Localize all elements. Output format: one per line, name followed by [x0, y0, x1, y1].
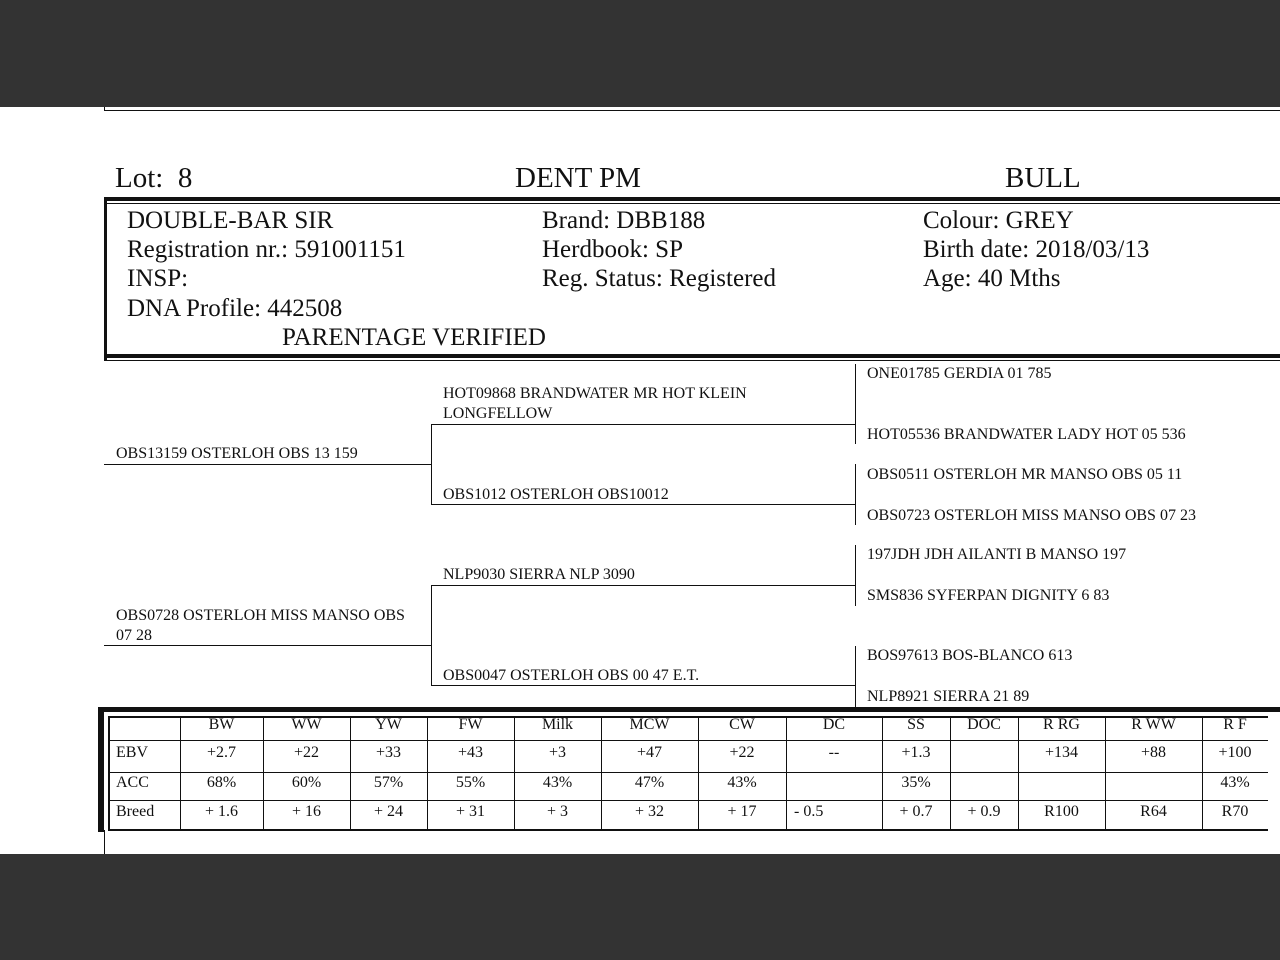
ggp-7: BOS97613 BOS-BLANCO 613 — [867, 647, 1073, 664]
parentage-status: PARENTAGE VERIFIED — [282, 324, 546, 351]
ebv-cell: + 31 — [455, 803, 486, 820]
ebv-cell: 55% — [455, 774, 486, 791]
info-left-border — [104, 197, 107, 360]
ebv-col-header: MCW — [629, 716, 670, 733]
ggp-6: SMS836 SYFERPAN DIGNITY 6 83 — [867, 587, 1110, 604]
colour: Colour: GREY — [923, 207, 1074, 234]
ebv-col-header: BW — [208, 716, 235, 733]
ebv-cell — [786, 772, 882, 800]
ebv-cell: +134 — [1044, 744, 1079, 761]
ebv-col-header: R RG — [1043, 716, 1080, 733]
ebv-cell: 57% — [373, 774, 404, 791]
ggp-2: HOT05536 BRANDWATER LADY HOT 05 536 — [867, 426, 1186, 443]
page-left-border — [104, 830, 105, 854]
ebv-table-top-thick — [98, 707, 1280, 712]
dam-bracket — [431, 585, 432, 686]
ggp-bracket-4 — [855, 646, 856, 707]
ebv-cell: + 32 — [634, 803, 665, 820]
ebv-cell: R100 — [1044, 803, 1079, 820]
ebv-cell — [1105, 772, 1202, 800]
info-rule-thick — [104, 354, 1280, 358]
ebv-cell: +3 — [548, 744, 567, 761]
ebv-cell: + 1.6 — [204, 803, 239, 820]
pedigree-sire-dam: OBS1012 OSTERLOH OBS10012 — [443, 486, 669, 503]
ebv-cell — [1018, 772, 1105, 800]
ebv-col-header: FW — [458, 716, 483, 733]
ebv-cell: +22 — [729, 744, 755, 761]
ebv-cell — [950, 740, 1018, 772]
ebv-cell: R64 — [1140, 803, 1167, 820]
ebv-col-header: CW — [729, 716, 755, 733]
viewer-top-bar — [0, 0, 1280, 107]
ebv-row-label: Breed — [116, 803, 155, 820]
brand: Brand: DBB188 — [542, 207, 706, 234]
previous-section-left-border — [104, 107, 105, 111]
ebv-cell: +43 — [457, 744, 484, 761]
registration-status: Reg. Status: Registered — [542, 265, 776, 292]
ebv-row-label: EBV — [116, 744, 148, 761]
ebv-cell: + 3 — [546, 803, 569, 820]
pedigree-dam-dam: OBS0047 OSTERLOH OBS 00 47 E.T. — [443, 667, 700, 684]
ggp-4: OBS0723 OSTERLOH MISS MANSO OBS 07 23 — [867, 507, 1196, 524]
ebv-cell: +22 — [293, 744, 320, 761]
ebv-cell — [950, 772, 1018, 800]
ebv-cell: 43% — [542, 774, 573, 791]
ggp-8: NLP8921 SIERRA 21 89 — [867, 688, 1030, 705]
birth-date: Birth date: 2018/03/13 — [923, 236, 1150, 263]
ebv-cell: + 0.9 — [967, 803, 1001, 820]
sire-line — [104, 464, 432, 465]
ebv-cell: + 17 — [727, 803, 757, 820]
previous-section-border — [104, 110, 1280, 111]
info-rule-thin — [104, 360, 1280, 361]
ebv-col-header: DOC — [967, 716, 1001, 733]
ebv-cell: -- — [828, 744, 840, 761]
viewer-bottom-bar — [0, 854, 1280, 960]
dam-sire-line — [431, 585, 856, 586]
registration-number: Registration nr.: 591001151 — [127, 236, 406, 263]
ggp-bracket-1 — [855, 364, 856, 444]
age: Age: 40 Mths — [923, 265, 1061, 292]
ebv-cell: + 16 — [291, 803, 322, 820]
ebv-cell: R70 — [1221, 803, 1249, 820]
ebv-cell: 43% — [1220, 774, 1250, 791]
pedigree-dam: OBS0728 OSTERLOH MISS MANSO OBS 07 28 — [116, 607, 405, 644]
ggp-1: ONE01785 GERDIA 01 785 — [867, 365, 1052, 382]
ebv-cell: 43% — [727, 774, 757, 791]
pedigree-sire-sire: HOT09868 BRANDWATER MR HOT KLEIN LONGFELLOW — [443, 385, 747, 422]
ebv-col-header: WW — [291, 716, 322, 733]
ggp-bracket-2 — [855, 464, 856, 525]
animal-sex: BULL — [1005, 162, 1081, 194]
dna-profile: DNA Profile: 442508 — [127, 295, 343, 322]
insp: INSP: — [127, 265, 189, 292]
ebv-cell: 60% — [291, 774, 322, 791]
header-rule-thick — [104, 197, 1280, 201]
header-rule-thin — [104, 203, 1280, 204]
lot-label: Lot: 8 — [115, 162, 193, 194]
ggp-bracket-3 — [855, 545, 856, 606]
ggp-5: 197JDH JDH AILANTI B MANSO 197 — [867, 546, 1127, 563]
dam-dam-line — [431, 685, 856, 686]
ebv-col-header: R F — [1223, 716, 1247, 733]
ebv-col-header: YW — [375, 716, 402, 733]
ebv-cell: + 24 — [373, 803, 404, 820]
lot-number: 8 — [177, 162, 193, 194]
ebv-row-label: ACC — [116, 774, 149, 791]
pedigree-sire: OBS13159 OSTERLOH OBS 13 159 — [116, 445, 358, 462]
ggp-3: OBS0511 OSTERLOH MR MANSO OBS 05 11 — [867, 466, 1183, 483]
ebv-cell: +1.3 — [901, 744, 931, 761]
ebv-cell: 35% — [901, 774, 931, 791]
herdbook: Herdbook: SP — [542, 236, 683, 263]
ebv-table-left-thick — [98, 707, 104, 832]
sire-dam-line — [431, 504, 856, 505]
sire-sire-line — [431, 424, 856, 425]
ebv-cell: +47 — [636, 744, 663, 761]
breeder-name: DENT PM — [515, 162, 641, 194]
ebv-cell: + 0.7 — [899, 803, 933, 820]
sire-bracket — [431, 424, 432, 505]
ebv-col-header: SS — [907, 716, 925, 733]
ebv-col-header: Milk — [541, 716, 574, 733]
animal-name: DOUBLE-BAR SIR — [127, 207, 334, 234]
dam-line — [104, 645, 432, 646]
ebv-col-header: DC — [822, 716, 846, 733]
ebv-cell: 47% — [634, 774, 665, 791]
ebv-cell: - 0.5 — [794, 803, 824, 820]
ebv-col-header: R WW — [1131, 716, 1176, 733]
pedigree-dam-sire: NLP9030 SIERRA NLP 3090 — [443, 566, 635, 583]
ebv-cell: +33 — [375, 744, 402, 761]
ebv-cell: 68% — [206, 774, 237, 791]
ebv-cell: +2.7 — [206, 744, 237, 761]
ebv-cell: +100 — [1218, 744, 1252, 761]
ebv-cell: +88 — [1140, 744, 1167, 761]
